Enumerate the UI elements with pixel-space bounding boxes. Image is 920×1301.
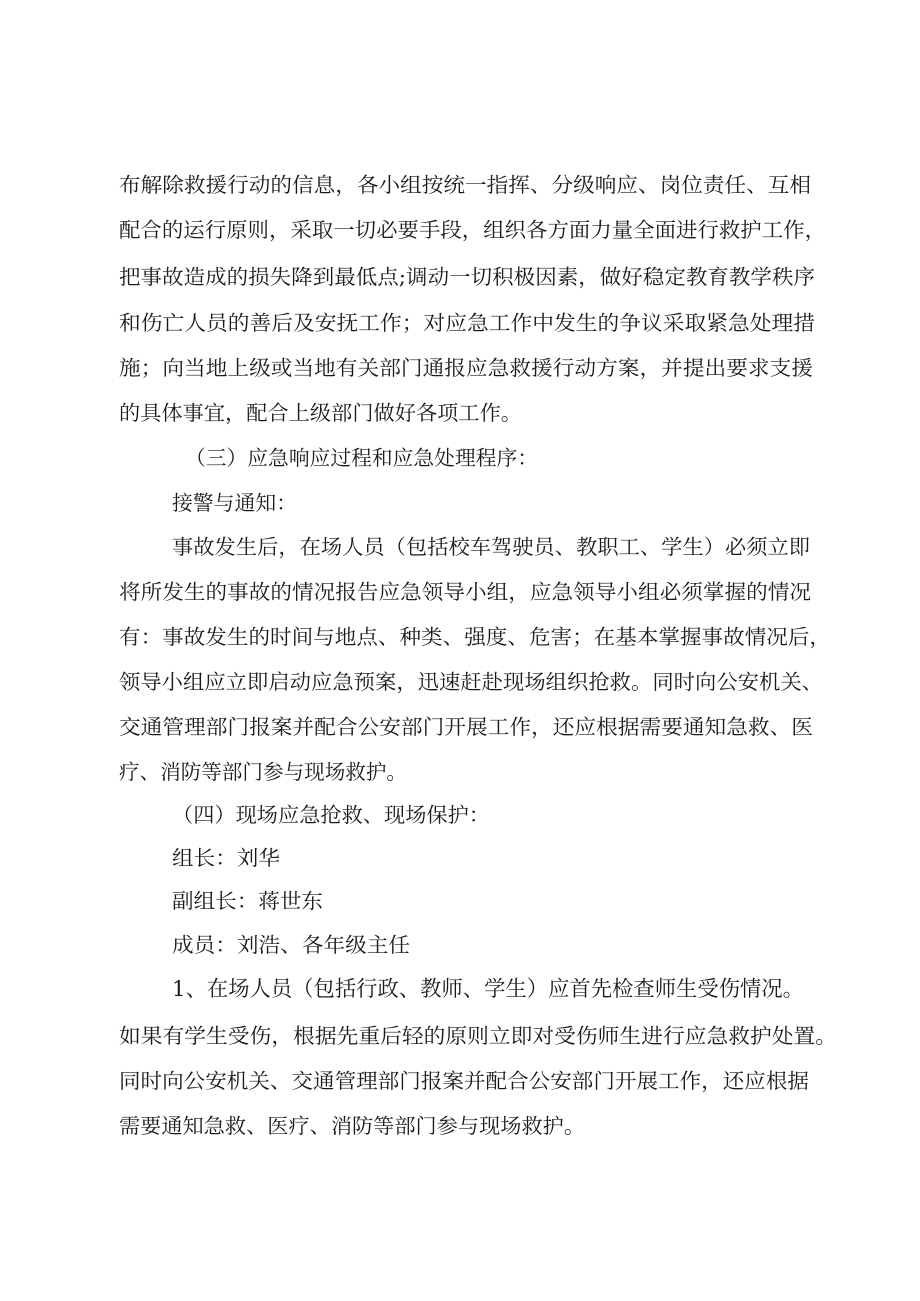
text-line-10: 将所发生的事故的情况报告应急领导小组，应急领导小组必须掌握的情况 — [119, 580, 811, 604]
text-line-16: 组长：刘华 — [172, 846, 280, 870]
section-heading-4: （四）现场应急抢救、现场保护： — [172, 803, 490, 827]
text-line-9: 事故发生后，在场人员（包括校车驾驶员、教职工、学生）必须立即 — [172, 535, 810, 559]
text-line-21: 同时向公安机关、交通管理部门报案并配合公安部门开展工作，还应根据 — [119, 1069, 809, 1093]
text-line-17: 副组长：蒋世东 — [172, 889, 323, 913]
text-line-2: 配合的运行原则，采取一切必要手段，组织各方面力量全面进行救护工作， — [119, 218, 826, 242]
text-line-13: 交通管理部门报案并配合公安部门开展工作，还应根据需要通知急救、医 — [119, 715, 813, 739]
section-heading-3: （三）应急响应过程和应急处理程序： — [185, 446, 538, 470]
text-line-18: 成员：刘浩、各年级主任 — [172, 933, 410, 957]
text-line-4: 和伤亡人员的善后及安抚工作；对应急工作中发生的争议采取紧急处理措 — [119, 311, 815, 335]
text-line-6: 的具体事宜，配合上级部门做好各项工作。 — [119, 401, 522, 425]
text-line-5: 施；向当地上级或当地有关部门通报应急救援行动方案，并提出要求支援 — [119, 356, 813, 380]
text-line-12: 领导小组应立即启动应急预案，迅速赶赴现场组织抢救。同时向公安机关、 — [119, 670, 823, 694]
text-line-8: 接警与通知： — [172, 491, 297, 515]
text-line-20: 如果有学生受伤，根据先重后轻的原则立即对受伤师生进行应急救护处置。 — [119, 1024, 837, 1048]
text-line-22: 需要通知急救、医疗、消防等部门参与现场救护。 — [119, 1114, 585, 1138]
text-line-19: 1、在场人员（包括行政、教师、学生）应首先检查师生受伤情况。 — [172, 977, 804, 1002]
text-line-1: 布解除救援行动的信息，各小组按统一指挥、分级响应、岗位责任、互相 — [119, 173, 811, 197]
text-line-14: 疗、消防等部门参与现场救护。 — [119, 760, 407, 784]
text-line-11: 有：事故发生的时间与地点、种类、强度、危害；在基本掌握事故情况后， — [119, 625, 831, 649]
text-line-3: 把事故造成的损失降到最低点;调动一切积极因素，做好稳定教育教学秩序 — [119, 265, 815, 289]
